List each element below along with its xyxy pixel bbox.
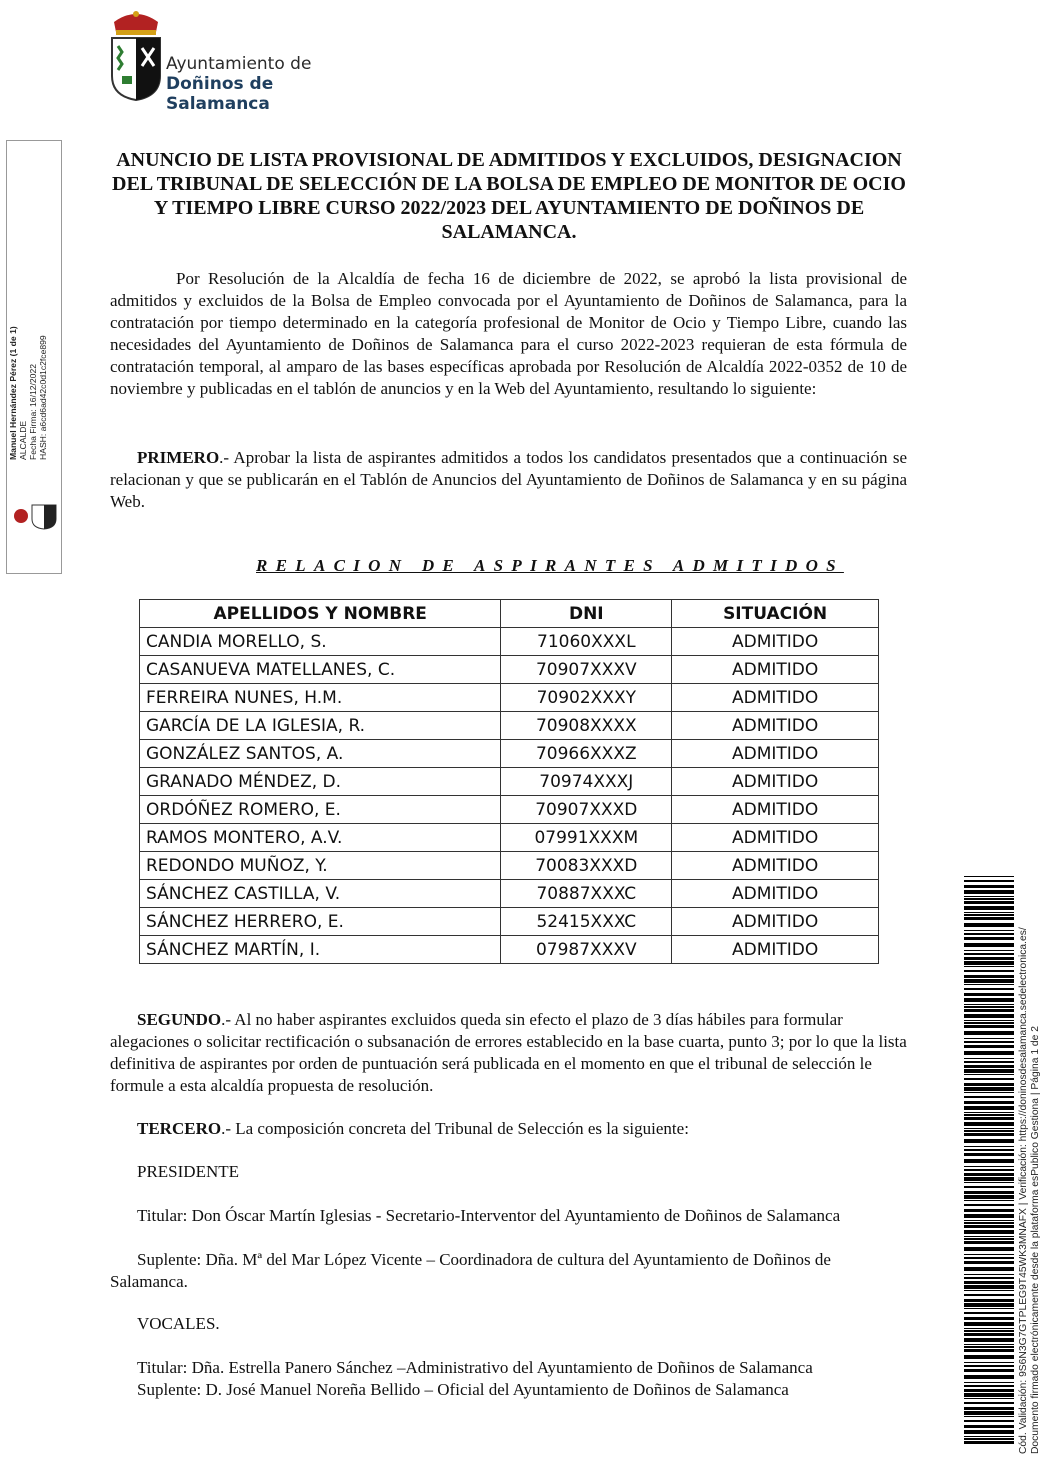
barcode-bar [964,1061,1014,1063]
barcode-bar [964,876,1014,877]
barcode-bar [964,1369,1014,1372]
cell-name: REDONDO MUÑOZ, Y. [140,852,501,880]
barcode-bar [964,1333,1014,1336]
signature-text [8,260,48,460]
barcode-bar [964,1398,1014,1399]
barcode-bar [964,1069,1014,1073]
signer-role: ALCALDE [18,420,28,460]
cell-status: ADMITIDO [672,684,879,712]
barcode-bar [964,1290,1014,1291]
barcode-bar [964,930,1014,931]
cell-dni: 71060XXXL [501,628,672,656]
barcode-bar [964,1230,1014,1234]
barcode-bar [964,1209,1014,1212]
table-row [140,880,879,908]
barcode-bar [964,1385,1014,1387]
cell-dni: 70907XXXV [501,656,672,684]
barcode-bar [964,966,1014,967]
barcode-bar [964,1411,1014,1415]
barcode-bar [964,1420,1014,1422]
barcode-bar [964,1038,1014,1039]
barcode-bar [964,917,1014,920]
column-header-status: SITUACIÓN [672,600,879,628]
table-row [140,628,879,656]
cell-status: ADMITIDO [672,740,879,768]
presidente-titular: Titular: Don Óscar Martín Iglesias - Secretario-Interventor del Ayuntamiento de Doñinos de Salamanca [137,1206,841,1225]
barcode-bar [964,1274,1014,1275]
barcode-bar [964,1441,1014,1444]
cell-dni: 07987XXXV [501,936,672,964]
verification-line1: Cód. Validación: 9S6N3G7GTPLEG9T45WK3MNAFX | Verificación: https://doninosdesalamanca.sedelectronica.es/ [1018,927,1029,1454]
barcode-bar [964,890,1014,894]
barcode-bar [964,1204,1014,1206]
barcode-bar [964,1025,1014,1028]
barcode-bar [964,1365,1014,1367]
barcode-bar [964,1285,1014,1289]
barcode-bar [964,1106,1014,1110]
signer-name: Manuel Hernández Pérez (1 de 1) [8,326,18,460]
barcode-bar [964,1225,1014,1228]
cell-status: ADMITIDO [672,628,879,656]
coat-of-arms-icon [108,6,164,102]
barcode-bar [964,1117,1014,1120]
barcode-bar [964,1195,1014,1199]
barcode-bar [964,993,1014,996]
vocales-heading: VOCALES. [137,1314,220,1333]
barcode-bar [964,1153,1014,1156]
table-row [140,796,879,824]
cell-status: ADMITIDO [672,824,879,852]
barcode-bar [964,1407,1014,1410]
barcode-bar [964,1362,1014,1363]
barcode-bar [964,1425,1014,1428]
barcode-bar [964,1092,1014,1093]
cell-name: RAMOS MONTERO, A.V. [140,824,501,852]
barcode-bar [964,885,1014,888]
barcode-bar [964,1436,1014,1437]
verification-line2: Documento firmado electrónicamente desde la plataforma esPublico Gestiona | Página 1 de 2 [1029,1026,1041,1454]
barcode-bar [964,1220,1014,1221]
barcode-bar [964,1236,1014,1237]
barcode-bar [964,943,1014,947]
barcode-bar [964,1346,1014,1348]
barcode-bar [964,898,1014,900]
cell-status: ADMITIDO [672,908,879,936]
barcode-bar [964,880,1014,882]
barcode-bar [964,1014,1014,1018]
table-row [140,936,879,964]
column-header-name: APELLIDOS Y NOMBRE [140,600,501,628]
barcode-bar [964,1222,1014,1224]
barcode-bar [964,1045,1014,1048]
barcode-bar [964,1438,1014,1440]
segundo-text: .- Al no haber aspirantes excluidos queda sin efecto el plazo de 3 días hábiles para formular alegaciones o solicitar rectificación o subsanación de errores establecido en la base cuarta, punto 3; por lo que la lista definitiva de aspirantes por orden de puntuación será publicada en el momento en que el tribunal de selección le formule a esta alcaldía propuesta de resolución. [110,1010,907,1095]
tercero-text: .- La composición concreta del Tribunal de Selección es la siguiente: [221,1119,689,1138]
barcode-bar [964,1166,1014,1167]
barcode-bar [964,1303,1014,1307]
segundo-label: SEGUNDO [137,1010,222,1029]
cell-name: ORDÓÑEZ ROMERO, E. [140,796,501,824]
barcode-bar [964,1065,1014,1068]
barcode-bar [964,1312,1014,1314]
cell-status: ADMITIDO [672,656,879,684]
barcode-bar [964,1277,1014,1279]
barcode-bar [964,1349,1014,1352]
barcode-bar [964,1130,1014,1132]
municipal-logo [108,6,378,114]
barcode-bar [964,1031,1014,1035]
barcode-bar [964,1022,1014,1024]
document-title: ANUNCIO DE LISTA PROVISIONAL DE ADMITIDOS Y EXCLUIDOS, DESIGNACION DEL TRIBUNAL DE SELECCIÓN DE LA BOLSA DE EMPLEO DE MONITOR DE OCIO Y TIEMPO LIBRE CURSO 2022/2023 DEL AYUNTAMIENTO DE DOÑINOS DE SALAMANCA. [112,149,906,243]
primero-paragraph [110,447,907,513]
barcode-bar [964,1087,1014,1091]
vocales-suplente: Suplente: D. José Manuel Noreña Bellido – Oficial del Ayuntamiento de Doñinos de Salamanca [137,1380,789,1399]
primero-text: .- Aprobar la lista de aspirantes admitidos a todos los candidatos presentados que a continuación se relacionan y que se publicarán en el Tablón de Anuncios del Ayuntamiento de Doñinos de Salamanca y en su página Web. [110,448,907,511]
barcode-bar [964,1133,1014,1136]
barcode-bar [964,1191,1014,1194]
verification-text [1018,927,1041,1454]
barcode-bar [964,1238,1014,1240]
cell-status: ADMITIDO [672,936,879,964]
barcode-bar [964,1430,1014,1434]
admitted-table [139,599,879,964]
vocales-titular: Titular: Dña. Estrella Panero Sánchez –Administrativo del Ayuntamiento de Doñinos de Salamanca [137,1358,813,1377]
barcode-bar [964,1006,1014,1008]
cell-name: CASANUEVA MATELLANES, C. [140,656,501,684]
barcode-bar [964,1009,1014,1012]
barcode-bar [964,1299,1014,1302]
barcode-bar [964,1389,1014,1392]
barcode-bar [964,984,1014,985]
cell-dni: 70974XXXJ [501,768,672,796]
signature-hash: HASH: a6cd6ad42c0d1c2fce899 [38,335,48,460]
cell-status: ADMITIDO [672,712,879,740]
cell-name: SÁNCHEZ MARTÍN, I. [140,936,501,964]
table-header-row [140,600,879,628]
logo-line2: Doñinos de Salamanca [166,74,274,114]
barcode-bar [964,914,1014,916]
barcode-bar [964,1257,1014,1259]
barcode-bar [964,1267,1014,1271]
intro-paragraph: Por Resolución de la Alcaldía de fecha 16 de diciembre de 2022, se aprobó la lista provisional de admitidos y excluidos de la Bolsa de Empleo convocada por el Ayuntamiento de Doñinos de Salamanca, para la contratación por tiempo determinado en la categoría profesional de Monitor de Ocio y Tiempo Libre, cuando las necesidades del Ayuntamiento de Doñinos de Salamanca para el curso 2022-2023 requieran de esta fórmula de contratación temporal, al amparo de las bases específicas aprobada por Resolución de Alcaldía 2022-0352 de 10 de noviembre y publicadas en el tablón de anuncios y en la Web del Ayuntamiento, resultando lo siguiente: [110,269,907,398]
barcode-bar [964,1041,1014,1043]
barcode-bar [964,1382,1014,1383]
barcode-bar [964,912,1014,913]
barcode-bar [964,923,1014,927]
barcode-bar [964,1083,1014,1086]
barcode-bar [964,1128,1014,1129]
barcode-bar [964,1393,1014,1397]
barcode-bar [964,961,1014,965]
barcode-bar [964,901,1014,904]
cell-name: SÁNCHEZ CASTILLA, V. [140,880,501,908]
cell-dni: 70902XXXY [501,684,672,712]
cell-dni: 52415XXXC [501,908,672,936]
barcode-bar [964,957,1014,960]
barcode-bar [964,1375,1014,1379]
primero-label: PRIMERO [137,448,220,467]
table-row [140,656,879,684]
barcode-bar [964,1355,1014,1359]
barcode-bar [964,1122,1014,1126]
barcode-bar [964,1112,1014,1113]
cell-status: ADMITIDO [672,852,879,880]
barcode-bar [964,1169,1014,1171]
barcode-bar [964,937,1014,940]
barcode-bar [964,906,1014,910]
barcode-bar [964,1173,1014,1176]
barcode-bar [964,1308,1014,1309]
barcode-bar [964,1020,1014,1021]
barcode-bar [964,1241,1014,1244]
barcode-bar [964,953,1014,955]
cell-status: ADMITIDO [672,796,879,824]
cell-name: CANDIA MORELLO, S. [140,628,501,656]
cell-dni: 70908XXXX [501,712,672,740]
column-header-dni: DNI [501,600,672,628]
barcode-bar [964,1322,1014,1326]
barcode-bar [964,1344,1014,1345]
barcode-bar [964,1004,1014,1005]
barcode-bar [964,1149,1014,1151]
barcode-bar [964,1101,1014,1104]
tercero-paragraph [110,1118,907,1140]
barcode-bar [964,1247,1014,1251]
cell-dni: 07991XXXM [501,824,672,852]
barcode-bar [964,1074,1014,1075]
barcode-bar [964,1214,1014,1218]
table-row [140,908,879,936]
barcode-bar [964,1281,1014,1284]
barcode-bar [964,988,1014,990]
table-row [140,712,879,740]
barcode-bar [964,896,1014,897]
cell-name: GONZÁLEZ SANTOS, A. [140,740,501,768]
barcode-bar [964,1146,1014,1147]
barcode-bar [964,1078,1014,1080]
table-row [140,824,879,852]
table-row [140,684,879,712]
tercero-label: TERCERO [137,1119,222,1138]
barcode-bar [964,1177,1014,1181]
barcode-bar [964,933,1014,935]
cell-name: GRANADO MÉNDEZ, D. [140,768,501,796]
table-row [140,768,879,796]
signature-emblem-icon [12,502,58,530]
barcode-bar [964,998,1014,1002]
barcode-bar [964,1402,1014,1404]
barcode-bar [964,1200,1014,1201]
cell-name: FERREIRA NUNES, H.M. [140,684,501,712]
barcode-bar [964,1416,1014,1417]
barcode-bar [964,1159,1014,1163]
presidente-suplente: Suplente: Dña. Mª del Mar López Vicente – Coordinadora de cultura del Ayuntamiento de Doñinos de Salamanca. [110,1250,831,1291]
barcode-bar [964,1261,1014,1264]
signature-date: Fecha Firma: 16/12/2022 [28,363,38,460]
barcode-bar [964,1254,1014,1255]
barcode-bar [964,1294,1014,1296]
barcode-bar [964,1058,1014,1059]
cell-status: ADMITIDO [672,880,879,908]
cell-dni: 70083XXXD [501,852,672,880]
table-row [140,740,879,768]
cell-status: ADMITIDO [672,768,879,796]
barcode-bar [964,1317,1014,1320]
segundo-paragraph [110,1009,907,1097]
barcode-bar [964,1051,1014,1055]
barcode-bar [964,1139,1014,1143]
barcode-bar [964,1182,1014,1183]
barcode-bar [964,1338,1014,1342]
logo-line1: Ayuntamiento de [166,54,312,74]
barcode-bar [964,1186,1014,1188]
barcode-bar [964,950,1014,951]
cell-dni: 70887XXXC [501,880,672,908]
barcode-bar [964,970,1014,972]
barcode-icon [964,876,1014,1446]
cell-name: SÁNCHEZ HERRERO, E. [140,908,501,936]
cell-name: GARCÍA DE LA IGLESIA, R. [140,712,501,740]
barcode-bar [964,1114,1014,1116]
table-row [140,852,879,880]
cell-dni: 70966XXXZ [501,740,672,768]
barcode-bar [964,1096,1014,1098]
cell-dni: 70907XXXD [501,796,672,824]
presidente-heading: PRESIDENTE [137,1162,239,1181]
barcode-bar [964,979,1014,983]
relation-heading: RELACION DE ASPIRANTES ADMITIDOS [256,556,844,575]
barcode-bar [964,975,1014,978]
barcode-bar [964,1330,1014,1332]
barcode-bar [964,1328,1014,1329]
